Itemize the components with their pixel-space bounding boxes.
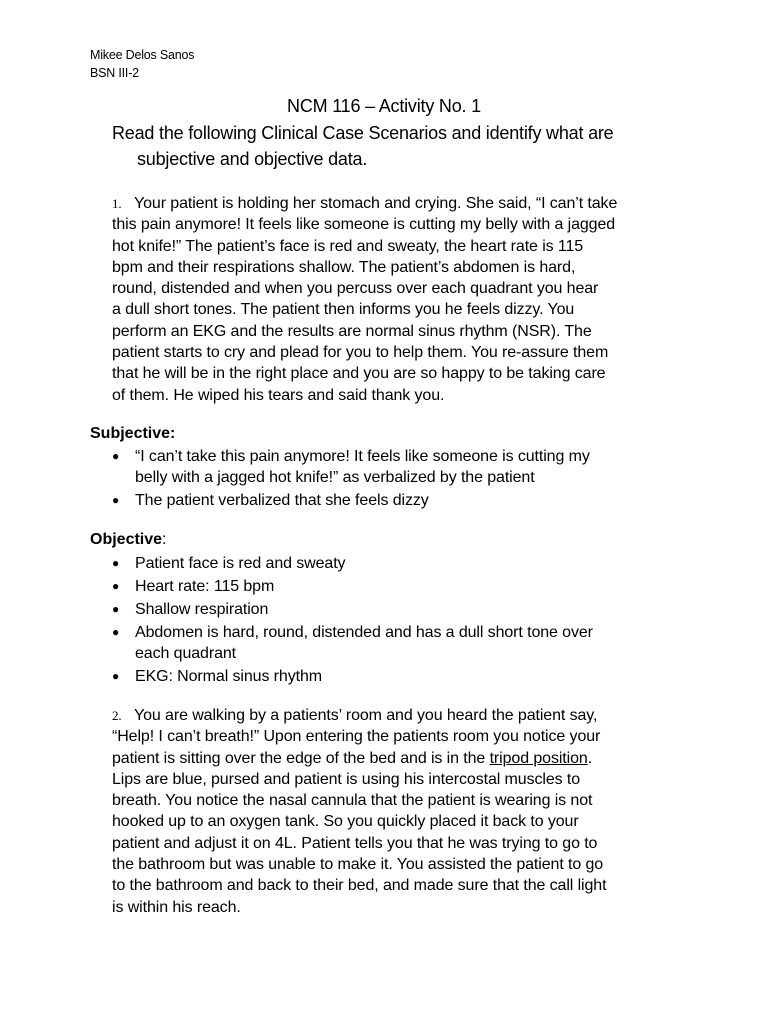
tripod-position-underlined: tripod position: [489, 749, 588, 767]
case-2-line: breath. You notice the nasal cannula that the patient is wearing is not: [112, 792, 593, 810]
case-1-line: patient starts to cry and plead for you to help them. You re-assure them: [112, 344, 609, 362]
case-2-line: hooked up to an oxygen tank. So you quickly placed it back to your: [112, 813, 579, 831]
list-item: [110, 490, 670, 511]
case-1-line: perform an EKG and the results are normal sinus rhythm (NSR). The: [112, 322, 592, 340]
case-2-line: patient and adjust it on 4L. Patient tells you that he was trying to go to: [112, 834, 598, 852]
case-2-line: “Help! I can’t breath!” Upon entering the patients room you notice your: [112, 728, 601, 746]
case-1-line: that he will be in the right place and you are so happy to be taking care: [112, 365, 606, 383]
case-1-line: bpm and their respirations shallow. The patient’s abdomen is hard,: [112, 258, 576, 276]
list-item: [110, 599, 670, 620]
case-2-line: to the bathroom and back to their bed, and made sure that the call light: [112, 877, 607, 895]
list-item-line: Heart rate: 115 bpm: [135, 578, 275, 595]
case-1-line: hot knife!” The patient’s face is red and sweaty, the heart rate is 115: [112, 237, 584, 255]
list-item: [110, 666, 670, 687]
list-item-line: Abdomen is hard, round, distended and has a dull short tone over: [135, 624, 593, 641]
case-2-text: patient is sitting over the edge of the bed and is in the: [112, 749, 490, 767]
bullet-icon: ●: [112, 449, 120, 463]
case-1-number: 1.: [112, 196, 122, 211]
subjective-heading: [90, 424, 175, 444]
student-section: BSN III-2: [90, 66, 139, 80]
objective-heading-text: Objective: [90, 531, 163, 548]
objective-heading: [90, 530, 166, 550]
case-2-number: 2.: [112, 708, 122, 723]
instructions-line-1: Read the following Clinical Case Scenarios and identify what are: [112, 123, 614, 143]
objective-heading-colon: :: [162, 531, 167, 548]
subjective-list: [110, 446, 670, 513]
bullet-icon: ●: [112, 579, 120, 593]
case-2-paragraph: [112, 705, 680, 918]
case-2-text: .: [587, 749, 593, 767]
instructions: [112, 120, 672, 172]
bullet-icon: ●: [112, 556, 120, 570]
list-item: [110, 576, 670, 597]
case-1-paragraph: [112, 193, 680, 406]
case-1-line: this pain anymore! It feels like someone is cutting my belly with a jagged: [112, 216, 616, 234]
list-item: [110, 553, 670, 574]
case-1-line: round, distended and when you percuss over each quadrant you hear: [112, 280, 599, 298]
list-item-line: Shallow respiration: [135, 601, 269, 618]
objective-list: [110, 553, 670, 689]
list-item-line: each quadrant: [135, 645, 237, 662]
list-item-line: Patient face is red and sweaty: [135, 555, 346, 572]
list-item-line: The patient verbalized that she feels dizzy: [135, 492, 429, 509]
bullet-icon: ●: [112, 669, 120, 683]
instructions-line-2: subjective and objective data.: [137, 149, 368, 169]
list-item-line: belly with a jagged hot knife!” as verbalized by the patient: [135, 469, 535, 486]
page-title: NCM 116 – Activity No. 1: [287, 96, 481, 116]
case-2-line: You are walking by a patients’ room and you heard the patient say,: [134, 707, 598, 724]
case-1-line: Your patient is holding her stomach and crying. She said, “I can’t take: [134, 195, 618, 212]
bullet-icon: ●: [112, 493, 120, 507]
list-item: [110, 446, 670, 488]
case-2-line: Lips are blue, pursed and patient is using his intercostal muscles to: [112, 770, 581, 788]
list-item: [110, 622, 670, 664]
bullet-icon: ●: [112, 625, 120, 639]
case-2-line: is within his reach.: [112, 898, 241, 916]
list-item-line: “I can’t take this pain anymore! It feels like someone is cutting my: [135, 448, 590, 465]
case-1-line: of them. He wiped his tears and said thank you.: [112, 386, 445, 404]
student-name: Mikee Delos Sanos: [90, 48, 195, 62]
case-2-line: [112, 748, 680, 769]
bullet-icon: ●: [112, 602, 120, 616]
list-item-line: EKG: Normal sinus rhythm: [135, 668, 322, 685]
case-1-line: a dull short tones. The patient then informs you he feels dizzy. You: [112, 301, 575, 319]
subjective-heading-text: Subjective:: [90, 425, 176, 442]
case-2-line: the bathroom but was unable to make it. You assisted the patient to go: [112, 856, 604, 874]
